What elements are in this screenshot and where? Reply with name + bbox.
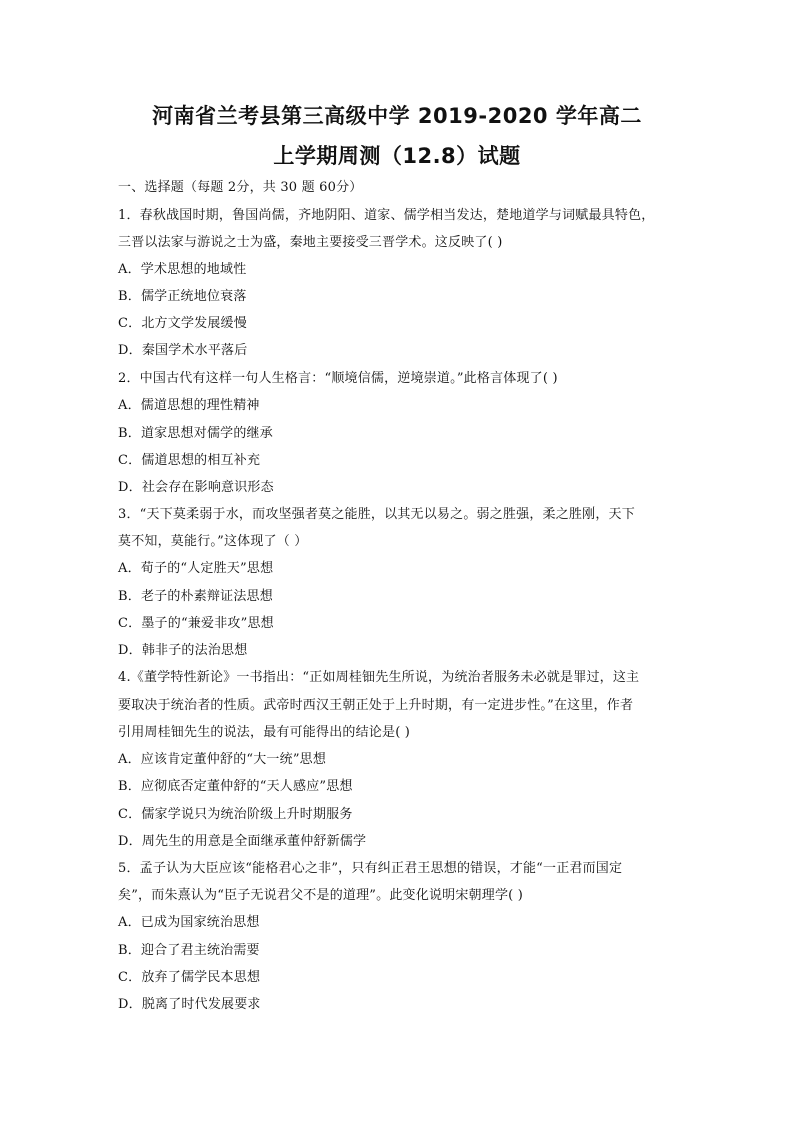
question-3-option-b: B．老子的朴素辩证法思想 [118, 589, 273, 604]
exam-title-line-1: 河南省兰考县第三高级中学 2019-2020 学年高二 [152, 104, 642, 128]
question-5-option-d: D．脱离了时代发展要求 [118, 997, 261, 1012]
question-5-stem-line-2: 矣”，而朱熹认为“臣子无说君父不是的道理”。此变化说明宋朝理学( ) [118, 888, 524, 903]
question-1-stem-line-1: 1．春秋战国时期，鲁国尚儒，齐地阴阳、道家、儒学相当发达，楚地道学与词赋最具特色， [118, 208, 655, 223]
question-4-option-c: C．儒家学说只为统治阶级上升时期服务 [118, 807, 353, 822]
question-3-option-a: A．荀子的“人定胜天”思想 [118, 561, 274, 576]
question-2-option-b: B．道家思想对儒学的继承 [118, 426, 273, 441]
question-2-option-c: C．儒道思想的相互补充 [118, 453, 261, 468]
question-4-option-b: B．应彻底否定董仲舒的“天人感应”思想 [118, 779, 353, 794]
question-4-option-a: A．应该肯定董仲舒的“大一统”思想 [118, 752, 327, 767]
question-1-stem-line-2: 三晋以法家与游说之士为盛，秦地主要接受三晋学术。这反映了( ) [118, 235, 503, 250]
question-2-option-a: A．儒道思想的理性精神 [118, 398, 260, 413]
question-5-stem-line-1: 5．孟子认为大臣应该“能格君心之非”，只有纠正君王思想的错误，才能“一正君而国定 [118, 861, 623, 876]
question-5-option-a: A．已成为国家统治思想 [118, 915, 260, 930]
section-header: 一、选择题（每题 2分，共 30 题 60分） [118, 180, 363, 195]
question-3-stem-line-2: 莫不知，莫能行。”这体现了（ ） [118, 534, 308, 549]
question-4-stem-line-1: 4.《董学特性新论》一书指出：“正如周桂钿先生所说，为统治者服务未必就是罪过，这主 [118, 670, 640, 685]
question-1-option-a: A．学术思想的地域性 [118, 262, 247, 277]
question-4-stem-line-2: 要取决于统治者的性质。武帝时西汉王朝正处于上升时期，有一定进步性。”在这里，作者 [118, 698, 634, 713]
question-1-option-c: C．北方文学发展缓慢 [118, 316, 247, 331]
question-3-stem-line-1: 3．“天下莫柔弱于水，而攻坚强者莫之能胜，以其无以易之。弱之胜强，柔之胜刚，天下 [118, 507, 635, 522]
exam-title-line-2: 上学期周测（12.8）试题 [273, 144, 521, 168]
question-3-option-c: C．墨子的“兼爱非攻”思想 [118, 616, 274, 631]
question-4-option-d: D．周先生的用意是全面继承董仲舒新儒学 [118, 834, 367, 849]
question-5-option-c: C．放弃了儒学民本思想 [118, 970, 261, 985]
question-2-option-d: D．社会存在影响意识形态 [118, 480, 274, 495]
question-5-option-b: B．迎合了君主统治需要 [118, 943, 260, 958]
question-1-option-b: B．儒学正统地位衰落 [118, 289, 247, 304]
question-3-option-d: D．韩非子的法治思想 [118, 643, 248, 658]
question-2-stem: 2．中国古代有这样一句人生格言：“顺境信儒，逆境崇道。”此格言体现了( ) [118, 371, 558, 386]
question-4-stem-line-3: 引用周桂钿先生的说法，最有可能得出的结论是( ) [118, 725, 411, 740]
question-1-option-d: D．秦国学术水平落后 [118, 343, 248, 358]
